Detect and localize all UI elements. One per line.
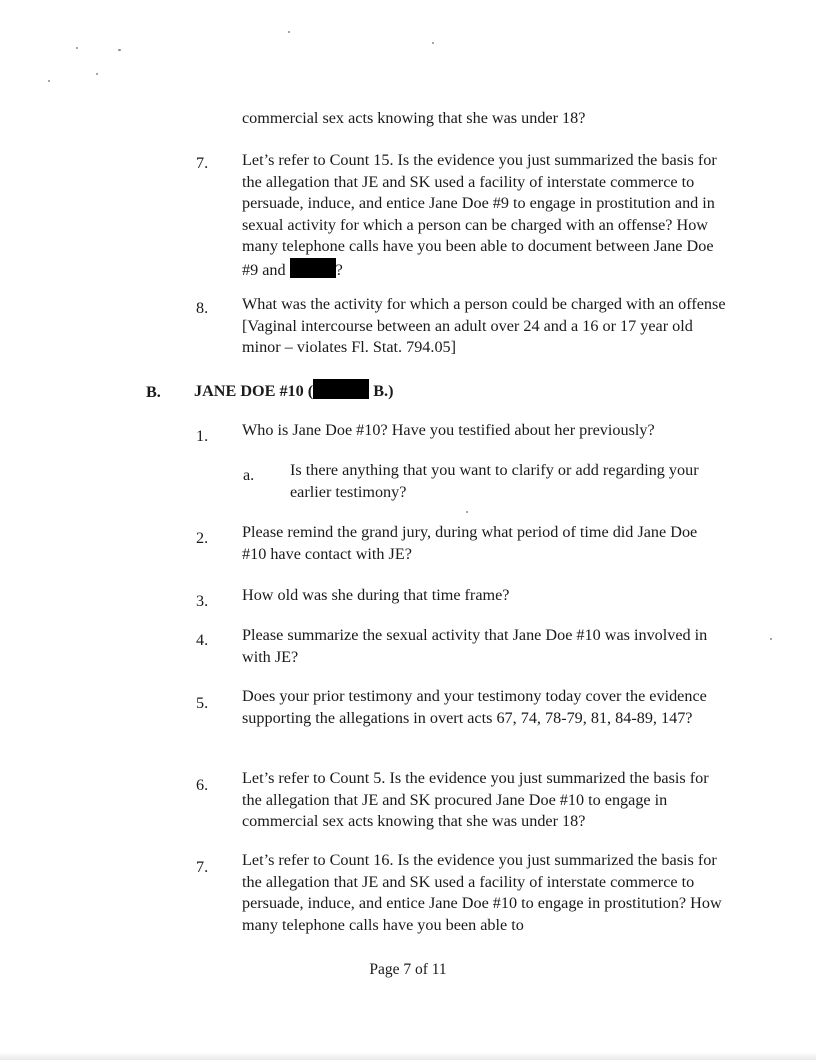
question-paragraph	[242, 150, 727, 281]
question-paragraph: How old was she during that time frame?	[242, 586, 510, 604]
item-number: 2.	[196, 529, 209, 547]
item-number: 1.	[196, 427, 209, 445]
question-paragraph: Please summarize the sexual activity that Jane Doe #10 was involved in with JE?	[242, 626, 708, 666]
section-title-text: JANE DOE #10 (	[194, 382, 314, 400]
question-paragraph: Let’s refer to Count 16. Is the evidence you just summarized the basis for the allegation that JE and SK used a facility of interstate commerce to persuade, induce, and entice Jane Doe #10 to engage in prostitution? How many telephone calls have you been able to	[242, 851, 722, 934]
item-number: 8.	[196, 299, 209, 317]
question-paragraph: Who is Jane Doe #10? Have you testified about her previously?	[242, 421, 655, 439]
item-number: 7.	[196, 154, 209, 172]
item-number: a.	[243, 466, 255, 484]
scan-speck	[76, 47, 78, 49]
scan-speck	[288, 31, 290, 33]
scan-speck	[118, 49, 121, 51]
scan-speck	[48, 80, 50, 82]
section-title-text: B.)	[369, 382, 394, 400]
item-number: 5.	[196, 694, 209, 712]
scan-speck	[96, 73, 98, 75]
scan-speck	[770, 638, 772, 640]
question-paragraph: Is there anything that you want to clarify or add regarding your earlier testimony?	[290, 461, 699, 501]
redaction-box	[290, 258, 336, 278]
redaction-box	[313, 379, 369, 399]
question-paragraph: What was the activity for which a person could be charged with an offense [Vaginal intercourse between an adult over 24 and a 16 or 17 year old minor – violates Fl. Stat. 794.05]	[242, 295, 726, 356]
section-letter: B.	[146, 383, 161, 401]
question-paragraph: Does your prior testimony and your testimony today cover the evidence supporting the allegations in overt acts 67, 74, 78-79, 81, 84-89, 147?	[242, 687, 707, 727]
question-text: Let’s refer to Count 15. Is the evidence you just summarized the basis for the allegation that JE and SK used a facility of interstate commerce to persuade, induce, and entice Jane Doe #9 to engage in prostitution and in sexual activity for which a person can be charged with an offense? How many telephone calls have you been able to document between Jane Doe #9 and	[242, 151, 717, 279]
scan-speck	[466, 511, 468, 513]
item-number: 4.	[196, 631, 209, 649]
item-number: 6.	[196, 776, 209, 794]
item-number: 7.	[196, 858, 209, 876]
carry-over-line: commercial sex acts knowing that she was under 18?	[242, 109, 586, 127]
question-paragraph: Please remind the grand jury, during what period of time did Jane Doe #10 have contact with JE?	[242, 523, 698, 563]
question-paragraph: Let’s refer to Count 5. Is the evidence you just summarized the basis for the allegation that JE and SK procured Jane Doe #10 to engage in commercial sex acts knowing that she was under 18?	[242, 769, 709, 830]
page-number-footer: Page 7 of 11	[369, 961, 447, 978]
question-text: ?	[335, 260, 343, 279]
item-number: 3.	[196, 592, 209, 610]
scan-speck	[432, 42, 434, 44]
scan-edge-shadow	[0, 1052, 816, 1060]
section-title	[194, 379, 393, 403]
